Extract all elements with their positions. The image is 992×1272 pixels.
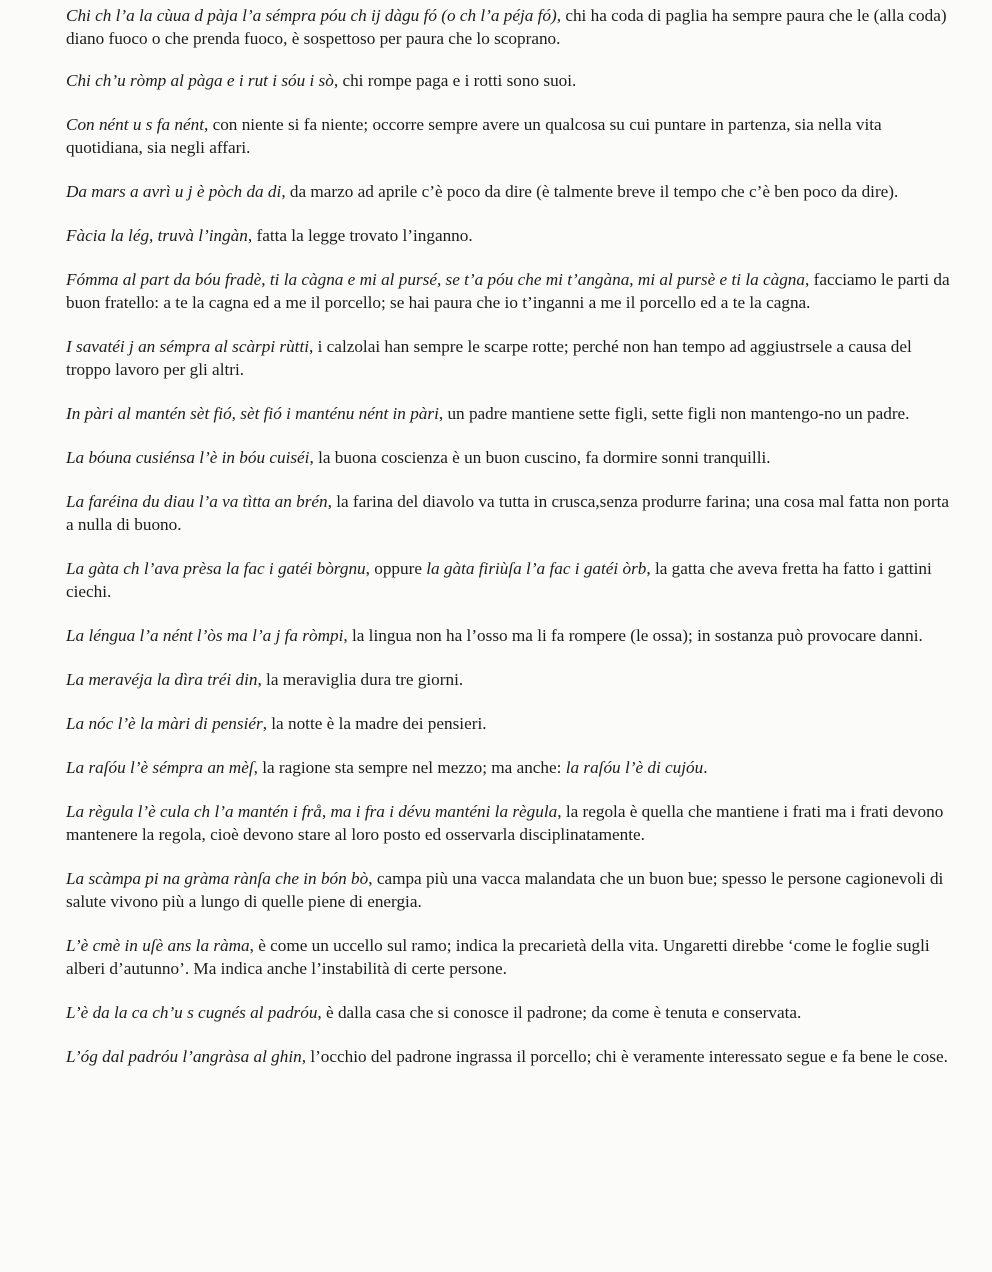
proverb-dialect: In pàri al mantén sèt fió, sèt fió i manténu nént in pàri (66, 404, 439, 423)
proverb-entry (66, 69, 950, 92)
proverb-dialect: L’óg dal padróu l’angràsa al ghin (66, 1047, 302, 1066)
proverb-dialect: Fómma al part da bóu fradè, ti la càgna e mi al pursé, se t’a póu che mi t’angàna, mi al pursè e ti la càgna (66, 270, 805, 289)
proverb-list (66, 4, 950, 1089)
proverb-dialect: Con nént u s fa nént (66, 115, 204, 134)
proverb-translation: , chi ha coda di paglia ha sempre paura che le (alla coda) diano fuoco o che prenda fuoco, è sospettoso per paura che lo scoprano. (66, 6, 947, 48)
proverb-dialect-variant: la raſóu l’è di cujóu (565, 758, 704, 777)
proverb-translation: , la gatta che aveva fretta ha fatto i gattini ciechi. (66, 559, 932, 601)
proverb-translation: , la buona coscienza è un buon cuscino, fa dormire sonni tranquilli. (309, 448, 771, 467)
proverb-connector: , oppure (365, 559, 427, 578)
proverb-entry (66, 1001, 950, 1024)
proverb-translation: , la farina del diavolo va tutta in crusca,senza produrre farina; una cosa mal fatta non porta a nulla di buono. (66, 492, 949, 534)
proverb-entry (66, 756, 950, 779)
proverb-translation: , chi rompe paga e i rotti sono suoi. (333, 71, 577, 90)
proverb-dialect: La léngua l’a nént l’òs ma l’a j fa ròmpi (66, 626, 344, 645)
proverb-entry (66, 4, 950, 50)
proverb-entry (66, 668, 950, 691)
proverb-entry (66, 490, 950, 536)
proverb-dialect: La raſóu l’è sémpra an mèſ (66, 758, 254, 777)
proverb-translation: , la meraviglia dura tre giorni. (257, 670, 464, 689)
proverb-translation: , un padre mantiene sette figli, sette figli non mantengo-no un padre. (438, 404, 910, 423)
proverb-entry (66, 113, 950, 159)
proverb-entry (66, 446, 950, 469)
proverb-entry (66, 224, 950, 247)
proverb-dialect: La gàta ch l’ava prèsa la fac i gatéi bòrgnu (66, 559, 366, 578)
proverb-translation: , la lingua non ha l’osso ma li fa rompere (le ossa); in sostanza può provocare danni. (343, 626, 923, 645)
proverb-translation: , campa più una vacca malandata che un buon bue; spesso le persone cagionevoli di salute vivono più a lungo di quelle piene di energia. (66, 869, 944, 911)
proverb-dialect: Chi ch l’a la cùua d pàja l’a sémpra póu ch ij dàgu fó (o ch l’a péja fó) (66, 6, 557, 25)
proverb-dialect: La bóuna cusiénsa l’è in bóu cuiséi (66, 448, 310, 467)
proverb-dialect: L’è cmè in uſè ans la ràma (66, 936, 250, 955)
proverb-translation: , facciamo le parti da buon fratello: a te la cagna ed a me il porcello; se hai paura che io t’inganni a me il porcello ed a te la cagna. (66, 270, 950, 312)
proverb-translation: , la regola è quella che mantiene i frati ma i frati devono mantenere la regola, cioè devono stare al loro posto ed osservarla disciplinatamente. (66, 802, 944, 844)
proverb-entry (66, 180, 950, 203)
proverb-entry (66, 867, 950, 913)
proverb-translation: , fatta la legge trovato l’inganno. (247, 226, 473, 245)
proverb-dialect: I savatéi j an sémpra al scàrpi rùtti (66, 337, 310, 356)
proverb-entry (66, 335, 950, 381)
proverb-entry (66, 624, 950, 647)
proverb-dialect-variant: la gàta firiùſa l’a fac i gatéi òrb (426, 559, 647, 578)
proverb-translation: . (703, 758, 708, 777)
proverb-connector: , la ragione sta sempre nel mezzo; ma anche: (253, 758, 566, 777)
proverb-dialect: La meravéja la dìra tréi din (66, 670, 258, 689)
proverb-dialect: Da mars a avrì u j è pòch da di (66, 182, 282, 201)
proverb-entry (66, 1045, 950, 1068)
proverb-entry (66, 934, 950, 980)
proverb-entry (66, 712, 950, 735)
proverb-translation: , i calzolai han sempre le scarpe rotte; perché non han tempo ad aggiustrsele a causa del troppo lavoro per gli altri. (66, 337, 912, 379)
proverb-entry (66, 800, 950, 846)
proverb-translation: , da marzo ad aprile c’è poco da dire (è talmente breve il tempo che c’è ben poco da dire). (281, 182, 899, 201)
proverb-translation: , l’occhio del padrone ingrassa il porcello; chi è veramente interessato segue e fa bene le cose. (301, 1047, 948, 1066)
proverb-dialect: La faréina du diau l’a va tìtta an brén (66, 492, 328, 511)
proverb-translation: , è come un uccello sul ramo; indica la precarietà della vita. Ungaretti direbbe ‘come le foglie sugli alberi d’autunno’. Ma indica anche l’instabilità di certe persone. (66, 936, 930, 978)
proverb-translation: , la notte è la madre dei pensieri. (262, 714, 487, 733)
proverb-dialect: La règula l’è cula ch l’a mantén i frå, ma i fra i dévu manténi la règula (66, 802, 558, 821)
proverb-translation: , con niente si fa niente; occorre sempre avere un qualcosa su cui puntare in partenza, sia nella vita quotidiana, sia negli affari. (66, 115, 882, 157)
proverb-translation: , è dalla casa che si conosce il padrone; da come è tenuta e conservata. (317, 1003, 802, 1022)
proverb-entry (66, 557, 950, 603)
proverb-dialect: Chi ch’u ròmp al pàga e i rut i sóu i sò (66, 71, 334, 90)
proverb-dialect: La nóc l’è la màri di pensiér (66, 714, 263, 733)
proverb-entry (66, 268, 950, 314)
proverb-dialect: L’è da la ca ch’u s cugnés al padróu (66, 1003, 318, 1022)
proverb-entry (66, 402, 950, 425)
proverb-dialect: Fàcia la lég, truvà l’ingàn (66, 226, 248, 245)
proverb-dialect: La scàmpa pi na gràma rànſa che in bón bò (66, 869, 369, 888)
